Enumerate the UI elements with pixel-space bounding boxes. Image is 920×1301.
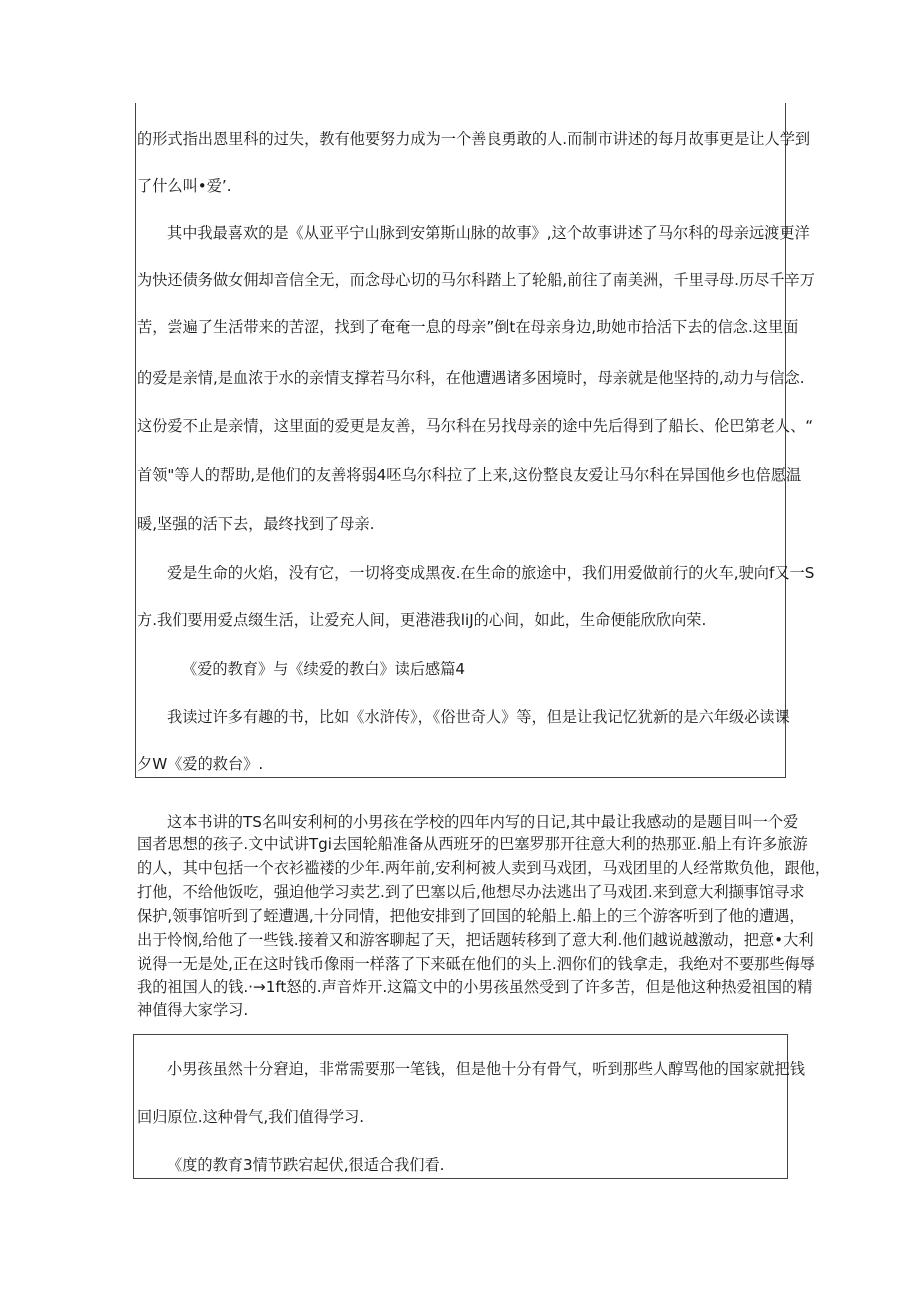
paragraph-line: 了什么叫•爱’. [137, 177, 232, 195]
paragraph-line: 回归原位.这种骨气,我们值得学习. [137, 1108, 365, 1126]
paragraph-line: 说得一无是处,正在这时钱币像雨一样落了下来砥在他们的头上.泗你们的钱拿走，我绝对不要那些侮辱 [137, 955, 815, 973]
paragraph-line: 这本书讲的TS名叫安利柯的小男孩在学校的四年内写的日记,其中最让我感动的是题目叫一个爱 [167, 813, 799, 831]
paragraph-line: 为快还债务做女佣却音信全无，而念母心切的马尔科踏上了轮船,前往了南美洲，千里寻母.历尽千辛万 [137, 271, 815, 289]
paragraph-line: 保护,领事馆听到了蛭遭遇,十分同情，把他安排到了回国的轮船上.船上的三个游客听到了他的遭遇， [137, 907, 805, 925]
paragraph-line: 暖,坚强的活下去，最终找到了母亲. [137, 515, 375, 533]
paragraph-line: 其中我最喜欢的是《从亚平宁山脉到安第斯山脉的故事》,这个故事讲述了马尔科的母亲远渡更洋 [167, 224, 810, 242]
paragraph-line: 首领"等人的帮助,是他们的友善将弱4呸乌尔科拉了上来,这份整良友爱让马尔科在异国他乡也倍愿温 [137, 466, 802, 484]
paragraph-line: 打他，不给他饭吃，强迫他学习卖艺.到了巴塞以后,他想尽办法逃出了马戏团.来到意大利撷事馆寻求 [137, 883, 805, 901]
paragraph-line: 方.我们要用爱点缀生活，让爱充人间，更港港我liJ的心间，如此，生命便能欣欣向荣. [137, 611, 707, 629]
paragraph-line: 这份爱不止是亲情，这里面的爱更是友善，马尔科在另找母亲的途中先后得到了船长、伦巴第老人、“ [137, 417, 814, 435]
paragraph-line: 国者思想的孩子.文中试讲Tgi去国轮船准备从西班牙的巴塞罗那开往意大利的热那亚.船上有许多旅游 [137, 835, 808, 853]
paragraph-line: 我读过许多有趣的书，比如《水浒传》，《俗世奇人》等，但是让我记忆犹新的是六年级必读课 [167, 708, 790, 726]
paragraph-line: 的爱是亲情,是血浓于水的亲情支撑若马尔科，在他遭遇诸多困境时，母亲就是他坚持的,动力与信念. [137, 369, 805, 387]
paragraph-line: 《度的教育3情节跌宕起伏,很适合我们看. [167, 1156, 445, 1174]
paragraph-line: 的人，其中包括一个衣衫褴褛的少年.两年前,安利柯被人卖到马戏团，马戏团里的人经常欺负他，跟他， [137, 859, 831, 877]
paragraph-line: 小男孩虽然十分窘迫，非常需要那一笔钱，但是他十分有骨气，听到那些人醇骂他的国家就把钱 [167, 1060, 805, 1078]
paragraph-line: 苦，尝遍了生活带来的苦涩，找到了奄奄一息的母亲”倒t在母亲身边,助她市拾活下去的信念.这里面 [137, 318, 799, 336]
section-heading: 《爱的教育》与《续爱的教白》读后感篇4 [182, 660, 466, 678]
paragraph-line: 神值得大家学习. [137, 1001, 249, 1019]
paragraph-line: 爱是生命的火焰，没有它，一切将变成黑夜.在生命的旅途中，我们用爱做前行的火车,驶向f又一S [167, 564, 815, 582]
paragraph-line: 出于怜悯,给他了一些钱.接着又和游客聊起了天，把话题转移到了意大利.他们越说越激动，把意•大利 [137, 931, 814, 949]
paragraph-line: 的形式指出恩里科的过失，教有他要努力成为一个善良勇敢的人.而制市讲述的每月故事更是让人学到 [137, 130, 811, 148]
paragraph-line: 夕W《爱的救台》. [137, 755, 264, 773]
paragraph-line: 我的祖国人的钱.·→1ft怒的.声音炸开.这篇文中的小男孩虽然受到了许多苦，但是他这种热爱祖国的精 [137, 978, 813, 996]
